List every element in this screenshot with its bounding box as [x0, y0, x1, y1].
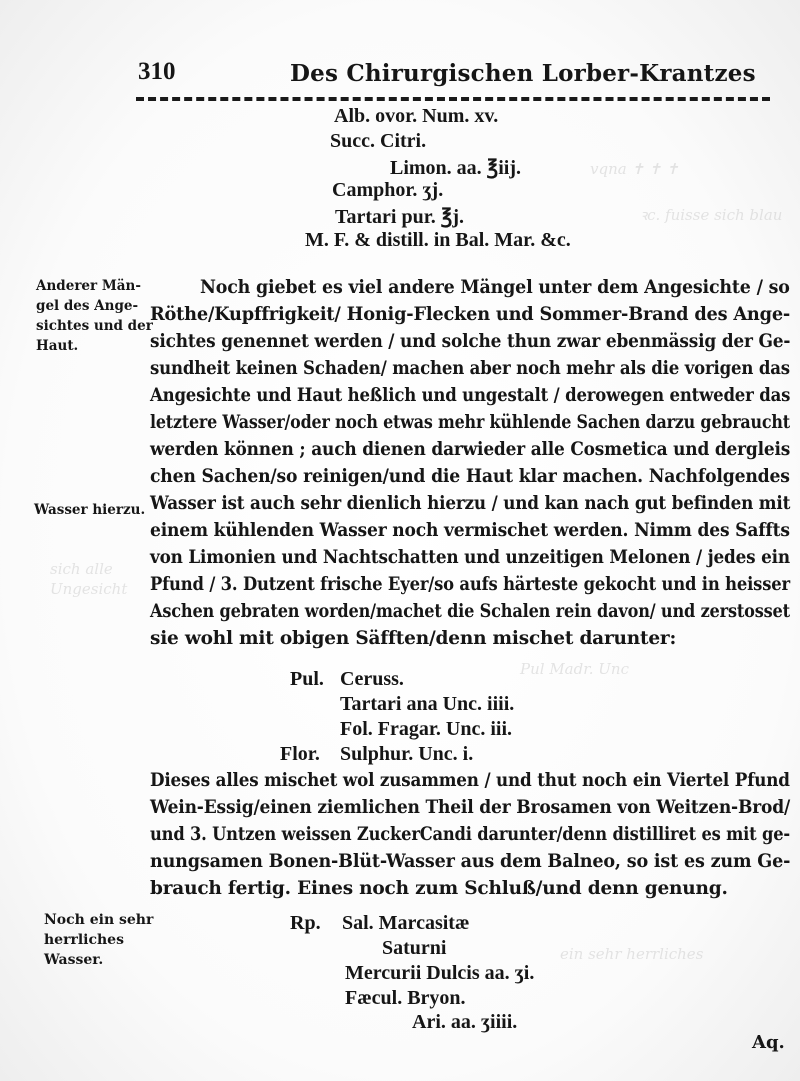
recipe-line: Tartari pur. ℥j.: [335, 206, 464, 228]
recipe-line: Sal. Marcasitæ: [342, 912, 470, 934]
recipe-line: Fol. Fragar. Unc. iii.: [340, 718, 513, 740]
text-line: chen Sachen/so reinigen/und die Haut klar machen. Nachfolgendes: [150, 466, 790, 487]
margin-note-line: Wasser hierzu.: [34, 502, 146, 518]
margin-note: [44, 910, 153, 970]
margin-note-line: gel des Ange-: [36, 298, 139, 314]
text-line: Wein-Essig/einen ziemlichen Theil der Brosamen von Weitzen-Brod/: [150, 797, 791, 818]
running-head: Des Chirurgischen Lorber-Krantzes: [290, 60, 756, 87]
margin-note: [34, 500, 145, 520]
margin-note-line: Noch ein sehr: [44, 912, 154, 928]
margin-note-line: Anderer Män-: [36, 278, 141, 294]
margin-note: [36, 276, 153, 356]
text-line: Noch giebet es viel andere Mängel unter dem Angesichte / so: [200, 277, 790, 298]
text-line: einem kühlenden Wasser noch vermischet werden. Nimm des Saffts: [150, 520, 790, 541]
text-line: Aschen gebraten worden/machet die Schalen rein davon/ und zerstosset: [150, 601, 790, 622]
catchword: Aq.: [752, 1032, 785, 1053]
text-line: werden können ; auch dienen darwieder alle Cosmetica und dergleis: [150, 439, 791, 460]
margin-note-line: sichtes und der: [36, 318, 153, 334]
text-line: sundheit keinen Schaden/ machen aber noch mehr als die vorigen das: [150, 358, 790, 379]
recipe-line: Ari. aa. ʒiiii.: [412, 1011, 518, 1033]
text-line: brauch fertig. Eines noch zum Schluß/und denn genung.: [150, 878, 728, 899]
recipe-line: Tartari ana Unc. iiii.: [340, 693, 515, 715]
text-line: Röthe/Kupffrigkeit/ Honig-Flecken und Sommer-Brand des Ange-: [150, 304, 791, 325]
bleed-through-text: ꝛc. fuisse sich blau: [640, 206, 783, 224]
recipe-line: Ceruss.: [340, 668, 404, 690]
recipe-line: Sulphur. Unc. i.: [340, 743, 474, 765]
text-line: von Limonien und Nachtschatten und unzeitigen Melonen / jedes ein: [150, 547, 790, 568]
text-line: sichtes genennet werden / und solche thun zwar ebenmässig der Ge-: [150, 331, 791, 352]
bleed-through-text: Ungesicht: [50, 580, 128, 598]
recipe-line: Fæcul. Bryon.: [345, 987, 466, 1009]
recipe-label: Pul.: [290, 668, 324, 690]
bleed-through-text: Pul Madr. Unc: [520, 660, 629, 678]
recipe-label: Rp.: [290, 912, 321, 934]
text-line: letztere Wasser/oder noch etwas mehr kühlende Sachen darzu gebraucht: [150, 412, 790, 433]
text-line: sie wohl mit obigen Säfften/denn mischet darunter:: [150, 628, 677, 649]
text-line: Dieses alles mischet wol zusammen / und thut noch ein Viertel Pfund: [150, 770, 790, 791]
margin-note-line: Haut.: [36, 338, 79, 354]
text-line: Angesichte und Haut heßlich und ungestalt / derowegen entweder das: [150, 385, 791, 406]
recipe-line: Limon. aa. ℥iij.: [390, 157, 522, 179]
recipe-line: M. F. & distill. in Bal. Mar. &c.: [305, 229, 571, 251]
recipe-line: Succ. Citri.: [330, 130, 427, 152]
recipe-line: Saturni: [382, 937, 447, 959]
margin-note-line: Wasser.: [44, 952, 104, 968]
recipe-line: Camphor. ʒj.: [332, 179, 444, 201]
recipe-line: Mercurii Dulcis aa. ʒi.: [345, 962, 535, 984]
bleed-through-text: sich alle: [50, 560, 113, 578]
page-number: 310: [138, 58, 176, 85]
text-line: Wasser ist auch sehr dienlich hierzu / und kan nach gut befinden mit: [150, 493, 791, 514]
page-header: [138, 58, 768, 90]
header-rule: [136, 97, 770, 101]
recipe-label: Flor.: [280, 743, 320, 765]
text-line: Pfund / 3. Dutzent frische Eyer/so aufs härteste gekocht und in heisser: [150, 574, 790, 595]
margin-note-line: herrliches: [44, 932, 124, 948]
recipe-line: Alb. ovor. Num. xv.: [334, 105, 499, 127]
bleed-through-text: vqna ✝ ✝ ✝: [590, 160, 679, 178]
text-line: nungsamen Bonen-Blüt-Wasser aus dem Balneo, so ist es zum Ge-: [150, 851, 791, 872]
text-line: und 3. Untzen weissen ZuckerCandi darunter/denn distilliret es mit ge-: [150, 824, 790, 845]
bleed-through-text: ein sehr herrliches: [560, 945, 704, 963]
